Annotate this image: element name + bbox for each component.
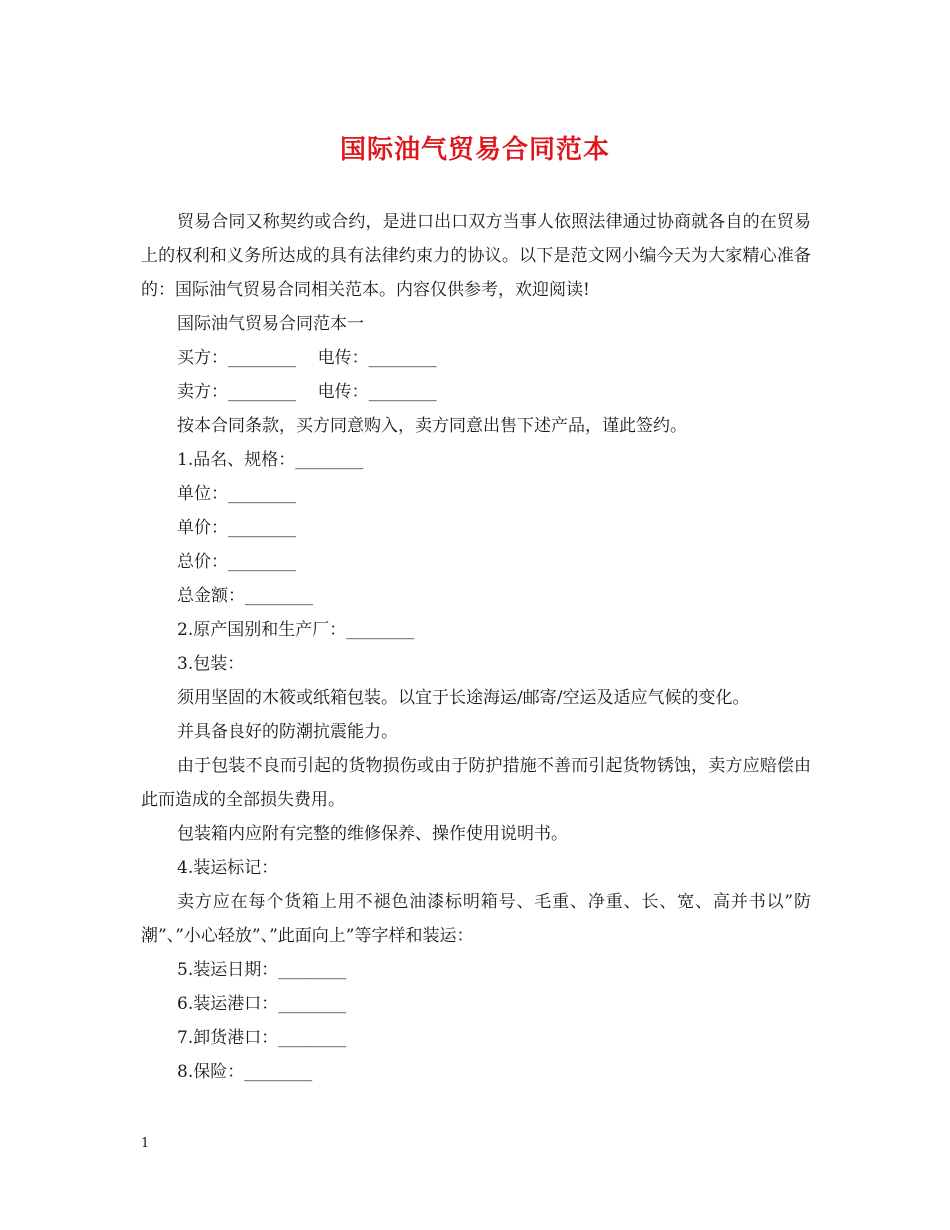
page-number: 1: [141, 1136, 150, 1151]
clause-discharge-port: 7.卸货港口：________: [177, 1028, 347, 1048]
buyer-line: 买方：________ 电传：________: [177, 348, 437, 368]
shipping-marks-text: 卖方应在每个货箱上用不褪色油漆标明箱号、毛重、净重、长、宽、高并书以”防潮”、”小心轻放”、”此面向上”等字样和装运：: [141, 892, 811, 946]
clause-unit: 单位：________: [177, 484, 296, 504]
packing-text-2: 并具备良好的防潮抗震能力。: [177, 722, 398, 742]
document-title: 国际油气贸易合同范本: [339, 135, 610, 165]
intro-paragraph: 贸易合同又称契约或合约，是进口出口双方当事人依照法律通过协商就各自的在贸易上的权利和义务所达成的具有法律约束力的协议。以下是范文网小编今天为大家精心准备的：国际油气贸易合同相关范本。内容仅供参考，欢迎阅读!: [141, 212, 811, 300]
packing-text-1: 须用坚固的木筱或纸箱包装。以宜于长途海运/邮寄/空运及适应气候的变化。: [177, 688, 750, 708]
clause-origin: 2.原产国别和生产厂：________: [177, 620, 415, 640]
seller-line: 卖方：________ 电传：________: [177, 382, 437, 402]
clause-product-spec: 1.品名、规格：________: [177, 450, 364, 470]
document-body: [141, 205, 811, 1089]
clause-unit-price: 单价：________: [177, 518, 296, 538]
section-heading: 国际油气贸易合同范本一: [177, 314, 364, 334]
clause-total-price: 总价：________: [177, 552, 296, 572]
agreement-line: 按本合同条款，买方同意购入，卖方同意出售下述产品，谨此签约。: [177, 416, 687, 436]
clause-shipping-date: 5.装运日期：________: [177, 960, 347, 980]
clause-packing: 3.包装：: [177, 654, 245, 674]
clause-loading-port: 6.装运港口：________: [177, 994, 347, 1014]
clause-total-amount: 总金额：________: [177, 586, 313, 606]
packing-text-4: 包装箱内应附有完整的维修保养、操作使用说明书。: [177, 824, 568, 844]
clause-insurance: 8.保险：________: [177, 1062, 313, 1082]
packing-text-3: 由于包装不良而引起的货物损伤或由于防护措施不善而引起货物锈蚀，卖方应赔偿由此而造成的全部损失费用。: [141, 756, 811, 810]
clause-shipping-marks: 4.装运标记：: [177, 858, 279, 878]
